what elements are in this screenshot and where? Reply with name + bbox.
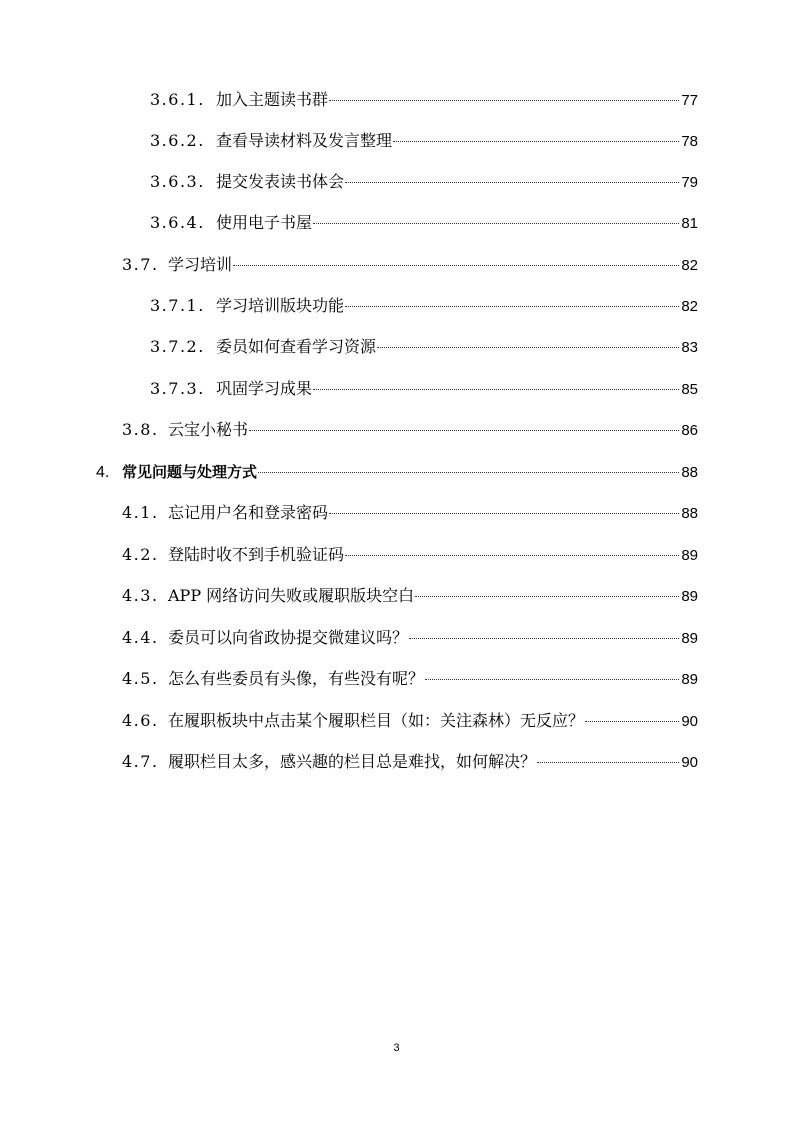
toc-entry-title: 巩固学习成果 [216, 379, 313, 398]
toc-entry-title: 怎么有些委员有头像，有些没有呢？ [168, 669, 425, 688]
toc-entry-4-3[interactable] [122, 581, 698, 611]
toc-entry-3-8[interactable] [122, 415, 698, 445]
toc-entry-page: 77 [681, 92, 698, 109]
toc-entry-page: 89 [681, 547, 698, 564]
toc-entry-title: 委员如何查看学习资源 [216, 337, 377, 356]
dot-leader [313, 389, 679, 390]
dot-leader [313, 223, 679, 224]
toc-entry-3-6-2[interactable] [150, 126, 698, 156]
dot-leader [425, 679, 679, 680]
toc-entry-title: 查看导读材料及发言整理 [216, 131, 393, 150]
toc-entry-3-7-2[interactable] [150, 332, 698, 362]
toc-entry-page: 79 [681, 174, 698, 191]
toc-entry-number: 3.7. [122, 255, 159, 274]
toc-entry-title: 常见问题与处理方式 [122, 463, 258, 481]
toc-entry-page: 81 [681, 215, 698, 232]
toc-entry-3-7-3[interactable] [150, 374, 698, 404]
toc-entry-4-7[interactable] [122, 747, 698, 777]
toc-entry-page: 82 [681, 257, 698, 274]
dot-leader [377, 347, 679, 348]
dot-leader [415, 596, 679, 597]
toc-entry-page: 89 [681, 588, 698, 605]
page-number: 3 [393, 1042, 400, 1054]
toc-entry-3-6-3[interactable] [150, 167, 698, 197]
toc-entry-4-2[interactable] [122, 540, 698, 570]
dot-leader [393, 141, 679, 142]
toc-entry-title: 登陆时收不到手机验证码 [168, 545, 345, 564]
toc-entry-number: 3.7.1. [150, 296, 205, 315]
toc-entry-title: 忘记用户名和登录密码 [168, 503, 329, 522]
toc-entry-page: 90 [681, 713, 698, 730]
dot-leader [249, 430, 679, 431]
toc-entry-page: 88 [681, 464, 698, 481]
dot-leader [258, 472, 679, 473]
toc-entry-number: 4.6. [122, 711, 159, 730]
toc-entry-number: 3.6.1. [150, 90, 205, 109]
toc-entry-number: 4. [96, 464, 110, 481]
toc-entry-number: 4.5. [122, 669, 159, 688]
toc-entry-title: 履职栏目太多，感兴趣的栏目总是难找，如何解决？ [168, 752, 537, 771]
toc-entry-page: 82 [681, 298, 698, 315]
dot-leader [329, 513, 679, 514]
toc-entry-4-1[interactable] [122, 498, 698, 528]
toc-entry-title: 学习培训版块功能 [216, 296, 345, 315]
toc-entry-4-4[interactable] [122, 623, 698, 653]
toc-entry-title: APP 网络访问失败或履职版块空白 [168, 586, 415, 605]
toc-entry-title: 在履职板块中点击某个履职栏目（如：关注森林）无反应？ [168, 711, 585, 730]
toc-entry-3-7[interactable] [122, 250, 698, 280]
toc-entry-4-6[interactable] [122, 706, 698, 736]
toc-entry-title: 加入主题读书群 [216, 90, 329, 109]
toc-entry-number: 3.8. [122, 420, 159, 439]
toc-entry-3-7-1[interactable] [150, 291, 698, 321]
dot-leader [409, 638, 679, 639]
toc-entry-number: 3.7.2. [150, 337, 205, 356]
dot-leader [537, 762, 679, 763]
toc-entry-number: 4.1. [122, 503, 159, 522]
toc-entry-number: 3.6.4. [150, 213, 205, 232]
toc-entry-number: 4.3. [122, 586, 159, 605]
toc-entry-3-6-4[interactable] [150, 208, 698, 238]
toc-entry-number: 4.2. [122, 545, 159, 564]
dot-leader [233, 265, 679, 266]
toc-entry-page: 83 [681, 339, 698, 356]
toc-entry-page: 78 [681, 133, 698, 150]
dot-leader [329, 100, 679, 101]
dot-leader [345, 306, 679, 307]
toc-entry-page: 88 [681, 505, 698, 522]
toc-entry-title: 学习培训 [168, 255, 233, 274]
toc-entry-title: 委员可以向省政协提交微建议吗？ [168, 628, 409, 647]
toc-entry-number: 3.7.3. [150, 379, 205, 398]
toc-entry-page: 85 [681, 381, 698, 398]
toc-entry-number: 3.6.2. [150, 131, 205, 150]
dot-leader [345, 182, 679, 183]
toc-entry-title: 使用电子书屋 [216, 213, 313, 232]
toc-entry-title: 提交发表读书体会 [216, 172, 345, 191]
toc-entry-number: 3.6.3. [150, 172, 205, 191]
dot-leader [345, 555, 679, 556]
dot-leader [585, 721, 679, 722]
toc-entry-3-6-1[interactable] [150, 85, 698, 115]
toc-entry-title: 云宝小秘书 [168, 420, 249, 439]
toc-entry-page: 90 [681, 754, 698, 771]
toc-entry-number: 4.7. [122, 752, 159, 771]
toc-entry-4-5[interactable] [122, 664, 698, 694]
toc-entry-4[interactable] [96, 457, 698, 487]
toc-entry-page: 89 [681, 630, 698, 647]
toc-entry-number: 4.4. [122, 628, 159, 647]
toc-entry-page: 86 [681, 422, 698, 439]
toc-entry-page: 89 [681, 671, 698, 688]
